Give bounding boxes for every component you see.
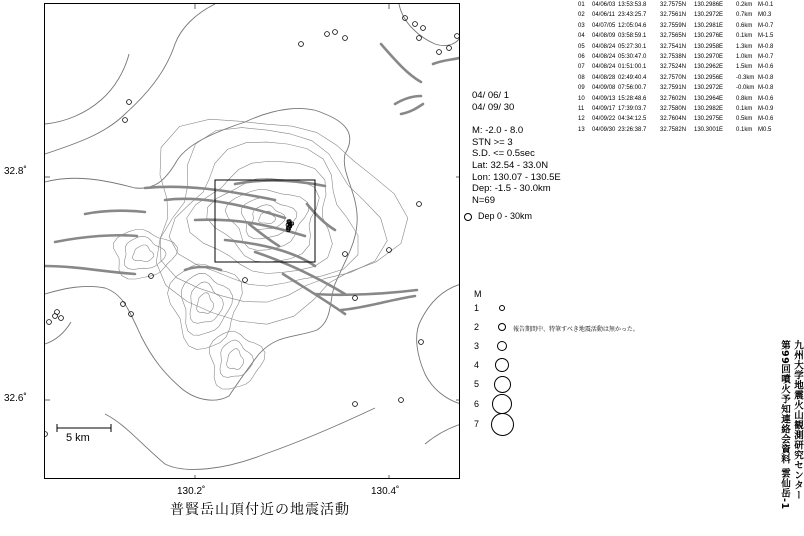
epicenter-marker xyxy=(413,22,418,27)
event-mag: M0.5 xyxy=(758,126,772,133)
epicenter-marker xyxy=(333,30,338,35)
epicenter-marker xyxy=(325,32,330,37)
event-no: 06 xyxy=(578,54,585,61)
fault-segment xyxy=(381,44,421,82)
map-frame xyxy=(44,3,460,479)
magnitude-circle-icon xyxy=(497,341,507,351)
epicenter-marker xyxy=(343,252,348,257)
magnitude-legend-label: 7 xyxy=(474,419,480,429)
event-date: 04/09/08 xyxy=(592,85,616,92)
event-list xyxy=(578,0,780,135)
contour-line xyxy=(197,293,214,314)
event-date: 04/06/03 xyxy=(592,2,616,8)
event-time: 07:56:00.7 xyxy=(618,85,647,92)
magnitude-circle-icon xyxy=(499,305,505,311)
fault-segment xyxy=(395,96,421,104)
event-mag: M0.3 xyxy=(758,12,772,19)
event-row xyxy=(578,31,780,41)
event-time: 13:53:53.8 xyxy=(618,2,647,8)
magnitude-circle-icon xyxy=(494,376,511,393)
report-note: 報告期間中、特筆すべき地震活動は無かった。 xyxy=(513,326,639,333)
param-stations: STN >= 3 xyxy=(472,136,513,148)
event-lat: 32.7575N xyxy=(660,2,687,8)
param-sd: S.D. <= 0.5sec xyxy=(472,148,535,160)
event-mag: M-0.1 xyxy=(758,2,774,8)
event-date: 04/08/24 xyxy=(592,54,616,61)
event-row xyxy=(578,94,780,104)
source-caption xyxy=(776,340,802,530)
contour-line xyxy=(190,282,224,324)
event-depth: -0.3km xyxy=(736,74,755,81)
epicenter-marker xyxy=(387,248,392,253)
lon-tick-130-2: 130.2˚ xyxy=(177,486,206,497)
event-depth: 0.1km xyxy=(736,126,753,133)
event-depth: 0.1km xyxy=(736,106,753,113)
period-start: 04/ 06/ 1 xyxy=(472,90,509,101)
fault-segment xyxy=(145,187,275,200)
peninsula-coastline xyxy=(45,108,357,400)
event-lat: 32.7524N xyxy=(660,64,687,71)
event-mag: M-0.9 xyxy=(758,106,774,113)
northwest-coastline xyxy=(45,54,129,124)
event-lat: 32.7561N xyxy=(660,12,687,19)
event-date: 04/09/13 xyxy=(592,95,616,102)
depth-circle-icon xyxy=(464,213,472,221)
event-depth: 1.3km xyxy=(736,43,753,50)
contour-line xyxy=(227,349,244,370)
event-time: 23:43:25.7 xyxy=(618,12,647,19)
event-mag: M-0.8 xyxy=(758,43,774,50)
magnitude-circle-icon xyxy=(498,323,506,331)
event-lat: 32.7559N xyxy=(660,22,687,29)
event-lon: 130.2972E xyxy=(694,12,724,19)
event-date: 04/08/09 xyxy=(592,33,616,40)
epicenter-marker xyxy=(127,100,132,105)
southeast-coastline xyxy=(425,424,460,444)
map-title: 普賢岳山頂付近の地震活動 xyxy=(170,502,350,518)
event-row xyxy=(578,52,780,62)
event-depth: -0.0km xyxy=(736,85,755,92)
event-row xyxy=(578,10,780,20)
magnitude-circle-icon xyxy=(492,394,512,414)
event-no: 04 xyxy=(578,33,585,40)
param-lon: Lon: 130.07 - 130.5E xyxy=(472,171,561,183)
event-lon: 130.2976E xyxy=(694,33,724,40)
event-date: 04/09/17 xyxy=(592,106,616,113)
event-no: 09 xyxy=(578,85,585,92)
event-time: 23:26:38.7 xyxy=(618,126,647,133)
event-row xyxy=(578,62,780,72)
param-magnitude: M: -2.0 - 8.0 xyxy=(472,125,524,137)
epicenter-marker xyxy=(353,402,358,407)
magnitude-legend xyxy=(474,300,534,445)
contour-line xyxy=(168,264,243,349)
event-date: 04/09/22 xyxy=(592,116,616,123)
period-end: 04/ 09/ 30 xyxy=(472,101,515,113)
event-row xyxy=(578,73,780,83)
magnitude-legend-label: 1 xyxy=(474,303,480,313)
event-date: 04/09/30 xyxy=(592,126,616,133)
northeast-coastline xyxy=(399,4,460,46)
param-count: N=69 xyxy=(472,194,495,206)
caption-institution: 九州大学地震火山観測研究センター xyxy=(792,340,803,500)
param-depth: Dep: -1.5 - 30.0km xyxy=(472,183,551,195)
event-depth: 1.0km xyxy=(736,54,753,61)
event-lon: 130.2982E xyxy=(694,106,724,113)
event-lon: 130.2956E xyxy=(694,74,724,81)
event-date: 04/07/05 xyxy=(592,22,616,29)
event-mag: M-0.8 xyxy=(758,85,774,92)
epicenter-marker xyxy=(55,310,60,315)
fault-segment xyxy=(55,235,137,242)
epicenter-marker xyxy=(59,316,64,321)
contour-line xyxy=(220,340,254,377)
event-lat: 32.7580N xyxy=(660,106,687,113)
epicenter-marker xyxy=(123,118,128,123)
event-lat: 32.7541N xyxy=(660,43,687,50)
event-mag: M-0.6 xyxy=(758,64,774,71)
event-depth: 0.7km xyxy=(736,12,753,19)
epicenter-marker xyxy=(343,36,348,41)
event-lon: 130.2981E xyxy=(694,22,724,29)
event-no: 01 xyxy=(578,2,585,8)
event-date: 04/06/11 xyxy=(592,12,615,19)
depth-legend-label: Dep 0 - 30km xyxy=(478,211,533,221)
epicenter-marker xyxy=(399,398,404,403)
fault-segment xyxy=(185,267,221,270)
event-lat: 32.7538N xyxy=(660,54,687,61)
epicenter-marker xyxy=(455,34,460,39)
event-row xyxy=(578,83,780,93)
map-canvas xyxy=(45,4,460,479)
event-lon: 130.2986E xyxy=(694,2,724,8)
epicenter-marker xyxy=(299,42,304,47)
magnitude-legend-label: 5 xyxy=(474,379,480,389)
event-mag: M-1.5 xyxy=(758,33,774,40)
magnitude-circle-icon xyxy=(491,413,514,436)
event-lon: 130.2975E xyxy=(694,116,724,123)
magnitude-circle-icon xyxy=(495,358,509,372)
event-depth: 0.1km xyxy=(736,33,753,40)
event-time: 17:39:03.7 xyxy=(618,106,647,113)
event-mag: M-0.6 xyxy=(758,95,774,102)
fault-segment xyxy=(85,211,145,214)
south-coastline xyxy=(105,408,375,469)
event-mag: M-0.7 xyxy=(758,54,774,61)
contour-line xyxy=(169,142,358,286)
depth-legend xyxy=(464,211,532,221)
event-time: 05:27:30.1 xyxy=(618,43,647,50)
event-time: 12:05:04.6 xyxy=(618,22,647,29)
event-mag: M-0.8 xyxy=(758,74,774,81)
event-no: 08 xyxy=(578,74,585,81)
event-no: 02 xyxy=(578,12,585,19)
event-depth: 0.6km xyxy=(736,22,753,29)
query-parameters xyxy=(472,90,561,206)
fault-segment xyxy=(401,104,423,114)
fault-segment xyxy=(341,296,415,310)
event-depth: 0.8km xyxy=(736,95,753,102)
epicenter-marker xyxy=(421,26,426,31)
graticule xyxy=(45,4,460,479)
magnitude-legend-label: 2 xyxy=(474,322,480,332)
event-lat: 32.7591N xyxy=(660,85,687,92)
event-row xyxy=(578,42,780,52)
event-depth: 1.5km xyxy=(736,64,753,71)
event-lon: 130.2970E xyxy=(694,54,724,61)
west-coastline xyxy=(45,322,71,344)
event-lat: 32.7604N xyxy=(660,116,687,123)
active-faults-layer xyxy=(45,44,459,314)
event-mag: M-0.6 xyxy=(758,116,774,123)
magnitude-legend-label: 3 xyxy=(474,341,480,351)
epicenter-marker xyxy=(45,432,47,437)
epicenter-marker xyxy=(243,278,248,283)
event-lon: 130.2972E xyxy=(694,85,724,92)
scale-bar xyxy=(57,424,111,432)
event-lon: 130.2958E xyxy=(694,43,724,50)
east-coastline xyxy=(417,284,460,404)
event-row xyxy=(578,21,780,31)
event-mag: M-0.7 xyxy=(758,22,774,29)
lat-tick-32-6: 32.6˚ xyxy=(4,393,27,404)
event-no: 07 xyxy=(578,64,585,71)
event-row xyxy=(578,114,780,124)
event-no: 10 xyxy=(578,95,585,102)
event-date: 04/08/28 xyxy=(592,74,616,81)
event-no: 05 xyxy=(578,43,585,50)
event-no: 12 xyxy=(578,116,585,123)
lat-tick-32-8: 32.8˚ xyxy=(4,166,27,177)
event-row xyxy=(578,0,780,10)
event-time: 03:58:59.1 xyxy=(618,33,647,40)
event-no: 03 xyxy=(578,22,585,29)
event-lat: 32.7582N xyxy=(660,126,687,133)
event-lat: 32.7602N xyxy=(660,95,687,102)
event-time: 02:49:40.4 xyxy=(618,74,647,81)
epicenter-marker xyxy=(47,320,52,325)
fault-segment xyxy=(45,266,135,274)
contour-line xyxy=(133,245,154,262)
epicenter-marker xyxy=(419,340,424,345)
event-no: 13 xyxy=(578,126,585,133)
magnitude-legend-label: 6 xyxy=(474,399,480,409)
epicenter-marker xyxy=(353,296,358,301)
event-no: 11 xyxy=(578,106,585,113)
scale-bar-label: 5 km xyxy=(66,432,90,444)
event-lon: 130.2964E xyxy=(694,95,724,102)
epicenter-marker xyxy=(437,50,442,55)
epicenter-marker xyxy=(417,36,422,41)
event-time: 01:51:00.1 xyxy=(618,64,647,71)
magnitude-legend-label: 4 xyxy=(474,360,480,370)
event-time: 15:28:48.6 xyxy=(618,95,647,102)
event-depth: 0.5km xyxy=(736,116,753,123)
event-lon: 130.2962E xyxy=(694,64,724,71)
event-depth: 0.2km xyxy=(736,2,753,8)
lon-tick-130-4: 130.4˚ xyxy=(371,486,400,497)
fault-segment xyxy=(433,58,459,64)
fault-segment xyxy=(315,290,417,295)
event-date: 04/08/24 xyxy=(592,64,616,71)
event-lon: 130.3001E xyxy=(694,126,724,133)
coastline-layer xyxy=(45,4,460,469)
north-coastline xyxy=(45,4,215,154)
fault-segment xyxy=(165,199,285,218)
contour-line xyxy=(210,331,265,389)
epicenter-marker xyxy=(447,46,452,51)
event-time: 05:30:47.0 xyxy=(618,54,647,61)
event-time: 04:34:12.5 xyxy=(618,116,647,123)
event-lat: 32.7570N xyxy=(660,74,687,81)
event-row xyxy=(578,125,780,135)
epicenter-marker xyxy=(417,202,422,207)
fault-segment xyxy=(235,180,325,186)
param-lat: Lat: 32.54 - 33.0N xyxy=(472,159,549,171)
magnitude-legend-title: M xyxy=(474,289,482,299)
event-date: 04/08/24 xyxy=(592,43,616,50)
event-row xyxy=(578,104,780,114)
event-lat: 32.7565N xyxy=(660,33,687,40)
caption-meeting: 第99回噴火予知連絡会資料 雲仙岳-1 xyxy=(779,340,790,510)
